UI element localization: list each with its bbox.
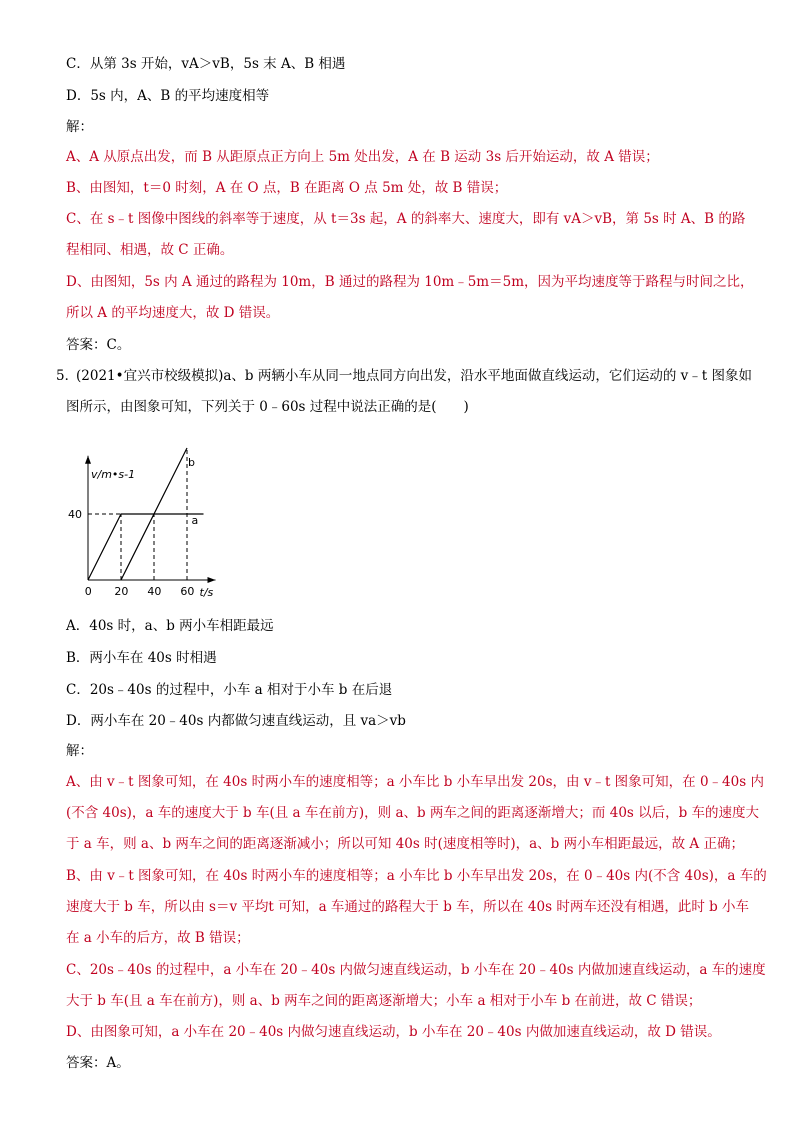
answer: 答案：A。 [66, 1055, 130, 1071]
analysis-line: 大于 b 车(且 a 车在前方)，则 a、b 两车之间的距离逐渐增大；小车 a 相对于小车 b 在前进，故 C 错误； [66, 993, 702, 1009]
x-axis-label: t/s [199, 586, 214, 599]
prev-analysis-line: 所以 A 的平均速度大，故 D 错误。 [66, 305, 280, 321]
y-axis-arrow [85, 456, 91, 464]
series-line-a [88, 514, 204, 580]
analysis-line: D、由图象可知，a 小车在 20﹣40s 内做匀速直线运动，b 小车在 20﹣40s 内做加速直线运动，故 D 错误。 [66, 1024, 721, 1040]
prev-analysis-line: 程相同、相遇，故 C 正确。 [66, 242, 234, 258]
prev-answer: 答案：C。 [66, 337, 131, 353]
prev-analysis-line: C、在 s﹣t 图像中图线的斜率等于速度，从 t＝3s 起，A 的斜率大、速度大，即有 vA＞vB，第 5s 时 A、B 的路 [66, 211, 746, 227]
analysis-line: A、由 v﹣t 图象可知，在 40s 时两小车的速度相等；a 小车比 b 小车早出发 20s，由 v﹣t 图象可知，在 0﹣40s 内 [66, 774, 764, 790]
series-label-a: a [191, 514, 199, 527]
option-b: B．两小车在 40s 时相遇 [66, 650, 217, 666]
question-number: 5． [56, 368, 79, 384]
option-c: C．20s﹣40s 的过程中，小车 a 相对于小车 b 在后退 [66, 682, 393, 698]
x-axis-arrow [208, 577, 216, 583]
x-tick-label: 0 [84, 585, 92, 598]
option-d: D．两小车在 20﹣40s 内都做匀速直线运动，且 va＞vb [66, 713, 406, 729]
question-stem-line: 图所示，由图象可知，下列关于 0﹣60s 过程中说法正确的是( ) [66, 399, 469, 415]
analysis-line: (不含 40s)，a 车的速度大于 b 车(且 a 车在前方)，则 a、b 两车之间的距离逐渐增大；而 40s 以后，b 车的速度大 [66, 805, 760, 821]
prev-analysis-line: A、A 从原点出发，而 B 从距原点正方向上 5m 处出发，A 在 B 运动 3s 后开始运动，故 A 错误； [66, 149, 659, 165]
analysis-line: 速度大于 b 车，所以由 s＝v 平均t 可知，a 车通过的路程大于 b 车，所以在 40s 时两车还没有相遇，此时 b 小车 [66, 899, 750, 915]
y-axis-label: v/m•s-1 [91, 467, 136, 481]
series-label-b: b [188, 456, 195, 469]
x-tick-label: 40 [147, 585, 162, 598]
question-stem-line: (2021•宜兴市校级模拟)a、b 两辆小车从同一地点同方向出发，沿水平地面做直线运动，它们运动的 v﹣t 图象如 [76, 368, 752, 384]
prev-analysis-line: B、由图知，t＝0 时刻，A 在 O 点，B 在距离 O 点 5m 处，故 B 错误； [66, 180, 508, 196]
x-tick-label: 60 [180, 585, 195, 598]
jie-label: 解： [66, 743, 93, 759]
analysis-line: 于 a 车，则 a、b 两车之间的距离逐渐减小；所以可知 40s 时(速度相等时)，a、b 两小车相距最远，故 A 正确； [66, 836, 744, 852]
vt-graph-svg [60, 412, 240, 608]
y-tick-label: 40 [68, 508, 82, 521]
option-a: A．40s 时，a、b 两小车相距最远 [66, 618, 274, 634]
prev-option-d: D．5s 内，A、B 的平均速度相等 [66, 88, 270, 104]
analysis-line: C、20s﹣40s 的过程中，a 小车在 20﹣40s 内做匀速直线运动，b 小车在 20﹣40s 内做加速直线运动，a 车的速度 [66, 962, 766, 978]
analysis-line: 在 a 小车的后方，故 B 错误； [66, 930, 250, 946]
prev-jie-label: 解： [66, 119, 93, 135]
analysis-line: B、由 v﹣t 图象可知，在 40s 时两小车的速度相等；a 小车比 b 小车早出发 20s，在 0﹣40s 内(不含 40s)，a 车的 [66, 868, 767, 884]
prev-option-c: C．从第 3s 开始，vA＞vB，5s 末 A、B 相遇 [66, 56, 346, 72]
prev-analysis-line: D、由图知，5s 内 A 通过的路程为 10m，B 通过的路程为 10m﹣5m＝5m，因为平均速度等于路程与时间之比， [66, 274, 754, 290]
x-tick-label: 20 [114, 585, 129, 598]
vt-graph [60, 412, 240, 608]
